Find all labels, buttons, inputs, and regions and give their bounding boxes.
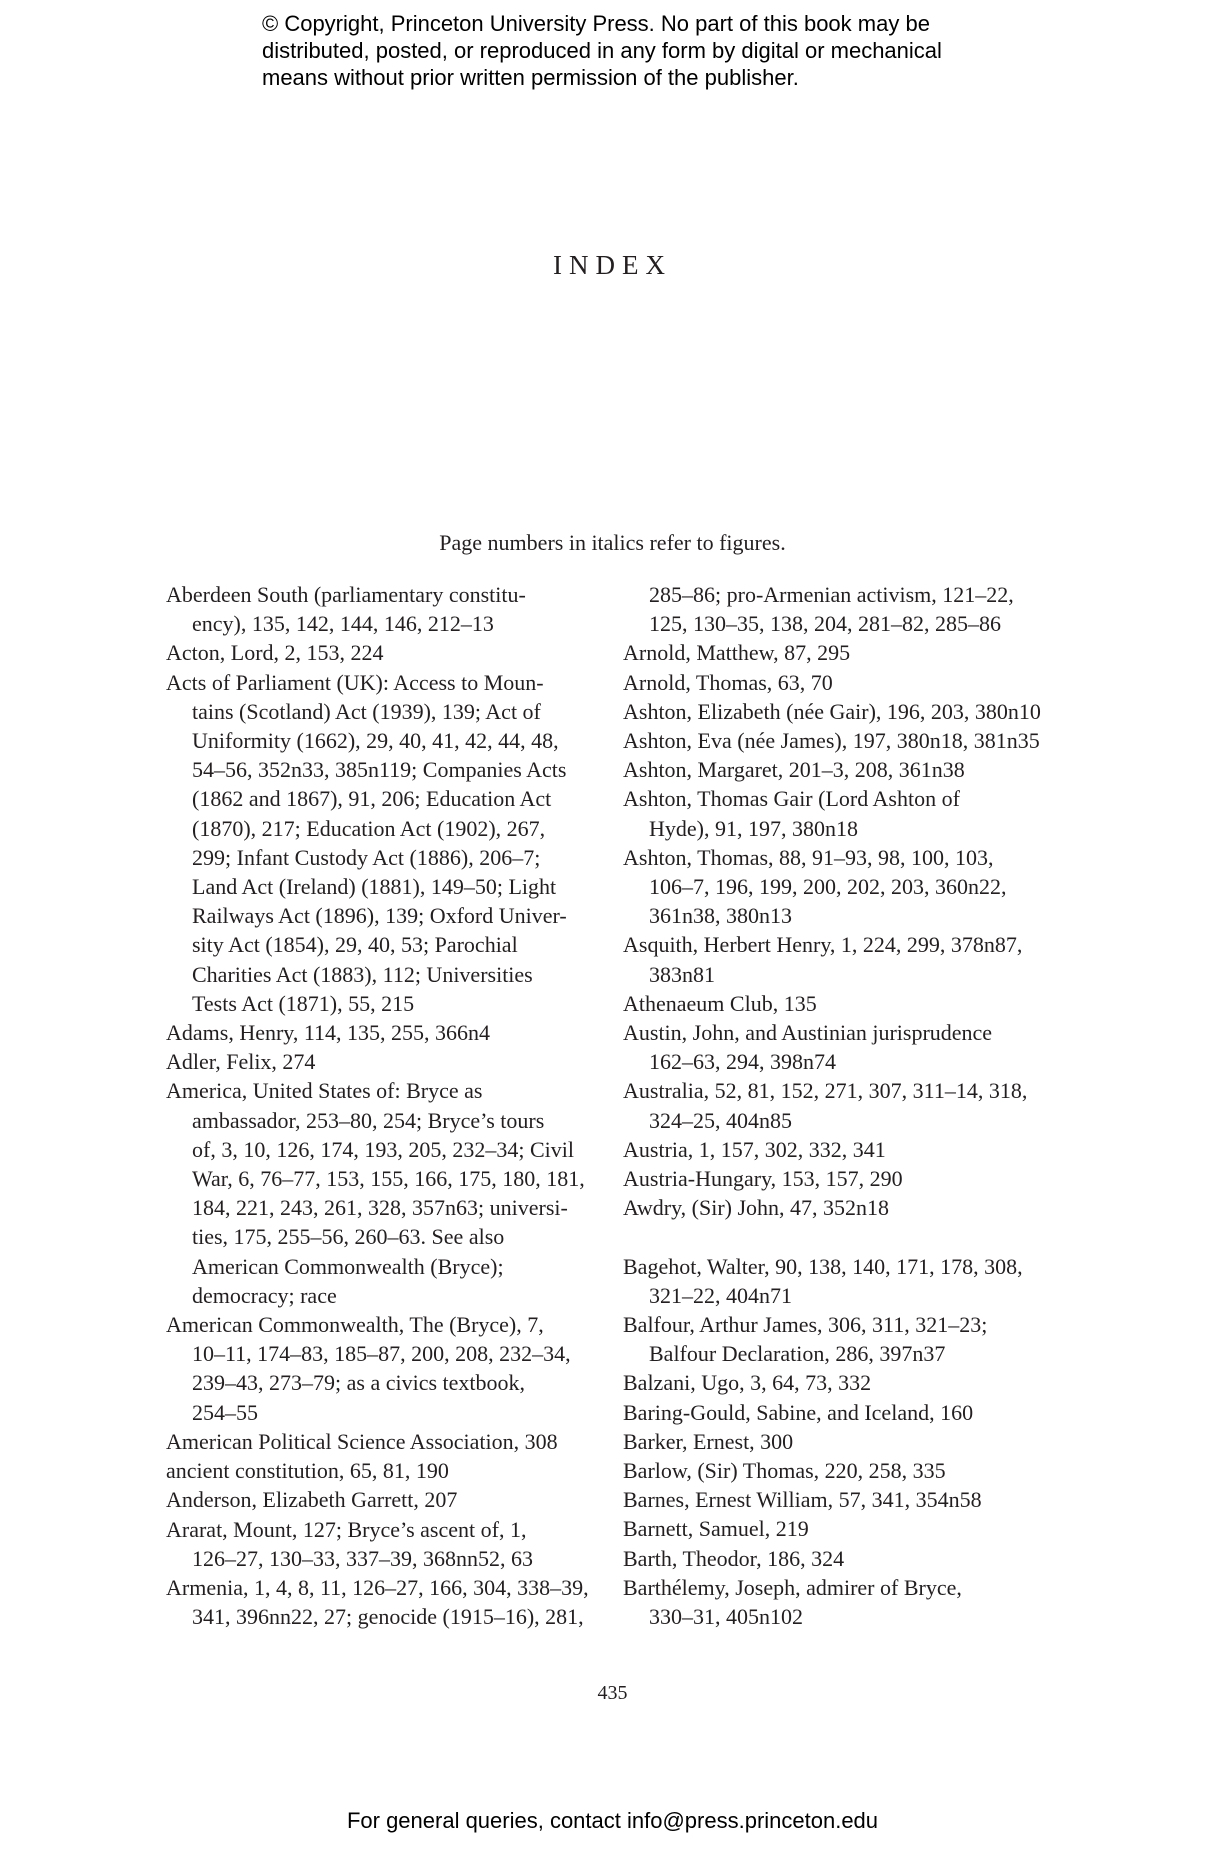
index-entry-line: Ashton, Margaret, 201–3, 208, 361n38 [623, 757, 965, 783]
index-entry-line: Barthélemy, Joseph, admirer of Bryce, [623, 1574, 962, 1600]
index-entry-line: Acton, Lord, 2, 153, 224 [166, 640, 384, 666]
index-entry-line: 299; Infant Custody Act (1886), 206–7; [192, 844, 541, 870]
index-entry-line: Adler, Felix, 274 [166, 1049, 316, 1075]
copyright-line: distributed, posted, or reproduced in any form by digital or mechanical [262, 38, 942, 63]
index-column-right [623, 580, 1063, 1631]
index-entry-line: Arnold, Matthew, 87, 295 [623, 640, 851, 666]
index-entry-line: Austria, 1, 157, 302, 332, 341 [623, 1136, 886, 1162]
index-entry-line: ambassador, 253–80, 254; Bryce’s tours [192, 1107, 545, 1133]
index-entry-line: Barth, Theodor, 186, 324 [623, 1545, 845, 1571]
index-column-left [166, 580, 589, 1631]
index-entry-line: 184, 221, 243, 261, 328, 357n63; universi- [192, 1195, 568, 1221]
index-entry-line: Acts of Parliament (UK): Access to Moun- [166, 669, 544, 695]
index-entry-line: Railways Act (1896), 139; Oxford Univer- [192, 903, 567, 929]
copyright-line: © Copyright, Princeton University Press. No part of this book may be [262, 11, 930, 36]
page-title: INDEX [553, 250, 672, 280]
index-entry-line: Anderson, Elizabeth Garrett, 207 [166, 1487, 458, 1513]
index-entry-line: Asquith, Herbert Henry, 1, 224, 299, 378n87, [623, 932, 1023, 958]
index-entry-line: 341, 396nn22, 27; genocide (1915–16), 281, [192, 1604, 584, 1630]
section-gap [623, 1222, 1063, 1251]
index-entry-line: (1862 and 1867), 91, 206; Education Act [192, 786, 552, 812]
index-entry-line: Balfour Declaration, 286, 397n37 [649, 1341, 946, 1367]
index-entry-line: of, 3, 10, 126, 174, 193, 205, 232–34; Civil [192, 1136, 574, 1162]
index-entry-line: Australia, 52, 81, 152, 271, 307, 311–14, 318, [623, 1078, 1028, 1104]
index-entry-line: tains (Scotland) Act (1939), 139; Act of [192, 698, 541, 724]
index-entry-line: ancient constitution, 65, 81, 190 [166, 1458, 449, 1484]
index-entry-line: Hyde), 91, 197, 380n18 [649, 815, 858, 841]
index-entry-line: Awdry, (Sir) John, 47, 352n18 [623, 1195, 890, 1221]
index-entry-line: Balzani, Ugo, 3, 64, 73, 332 [623, 1370, 872, 1396]
index-entry-line: Ashton, Eva (née James), 197, 380n18, 381n35 [623, 728, 1040, 754]
index-entry-line: democracy; race [192, 1282, 337, 1308]
index-entry-line: 321–22, 404n71 [649, 1282, 792, 1308]
index-entry-line: 54–56, 352n33, 385n119; Companies Acts [192, 757, 567, 783]
index-entry-line: 10–11, 174–83, 185–87, 200, 208, 232–34, [192, 1341, 571, 1367]
index-entry-line: America, United States of: Bryce as [166, 1078, 483, 1104]
index-entry-line: (1870), 217; Education Act (1902), 267, [192, 815, 546, 841]
index-entry-line: Ararat, Mount, 127; Bryce’s ascent of, 1, [166, 1516, 527, 1542]
index-entry-line: 254–55 [192, 1399, 258, 1425]
index-entry-line: 239–43, 273–79; as a civics textbook, [192, 1370, 526, 1396]
index-entry-line: 285–86; pro-Armenian activism, 121–22, [649, 582, 1014, 607]
index-entry-line: 106–7, 196, 199, 200, 202, 203, 360n22, [649, 874, 1007, 900]
footer-contact: For general queries, contact info@press.princeton.edu [346, 1808, 879, 1833]
index-entry-line: 126–27, 130–33, 337–39, 368nn52, 63 [192, 1545, 533, 1571]
index-entry-line: Barnes, Ernest William, 57, 341, 354n58 [623, 1487, 982, 1513]
index-entry-line: Barlow, (Sir) Thomas, 220, 258, 335 [623, 1458, 946, 1484]
index-entry-line: War, 6, 76–77, 153, 155, 166, 175, 180, 181, [192, 1166, 585, 1192]
copyright-line: means without prior written permission of the publisher. [262, 65, 799, 90]
index-entry-line: American Commonwealth, The (Bryce), 7, [166, 1312, 544, 1338]
index-entry-line: Arnold, Thomas, 63, 70 [623, 669, 833, 695]
index-entry-line: Ashton, Elizabeth (née Gair), 196, 203, 380n10 [623, 698, 1041, 724]
index-entry-line: Ashton, Thomas Gair (Lord Ashton of [623, 786, 960, 812]
index-entry-line: ency), 135, 142, 144, 146, 212–13 [192, 611, 494, 637]
index-entry-line: Austin, John, and Austinian jurisprudence [623, 1020, 993, 1046]
index-entry-line: 330–31, 405n102 [649, 1604, 803, 1630]
index-entry-line: Adams, Henry, 114, 135, 255, 366n4 [166, 1020, 491, 1046]
index-entry-line: Aberdeen South (parliamentary constitu- [166, 582, 526, 607]
index-entry-line: 324–25, 404n85 [649, 1107, 792, 1133]
index-entry-line: Land Act (Ireland) (1881), 149–50; Light [192, 874, 557, 900]
index-entry-line: Armenia, 1, 4, 8, 11, 126–27, 166, 304, 338–39, [166, 1574, 589, 1600]
index-entry-line: Uniformity (1662), 29, 40, 41, 42, 44, 48, [192, 728, 559, 754]
index-entry-line: American Political Science Association, 308 [166, 1428, 558, 1454]
index-entry-line: 125, 130–35, 138, 204, 281–82, 285–86 [649, 611, 1001, 637]
index-entry-line: 162–63, 294, 398n74 [649, 1049, 836, 1075]
italics-note: Page numbers in italics refer to figures. [439, 530, 786, 555]
index-entry-line: sity Act (1854), 29, 40, 53; Parochial [192, 932, 518, 958]
index-entry-line: Ashton, Thomas, 88, 91–93, 98, 100, 103, [623, 844, 994, 870]
index-entry-line: 383n81 [649, 961, 715, 987]
index-entry-line: Charities Act (1883), 112; Universities [192, 961, 533, 987]
index-entry-line: Barker, Ernest, 300 [623, 1428, 794, 1454]
index-entry-line: Bagehot, Walter, 90, 138, 140, 171, 178, 308, [623, 1253, 1023, 1279]
page-number: 435 [597, 1682, 628, 1704]
index-entry-line: Athenaeum Club, 135 [623, 990, 817, 1016]
index-entry-line: Baring-Gould, Sabine, and Iceland, 160 [623, 1399, 974, 1425]
index-entry-line: American Commonwealth (Bryce); [192, 1253, 504, 1279]
index-entry-line: Austria-Hungary, 153, 157, 290 [623, 1166, 903, 1192]
index-entry-line: Balfour, Arthur James, 306, 311, 321–23; [623, 1312, 988, 1338]
index-entry-line: Tests Act (1871), 55, 215 [192, 990, 415, 1016]
index-entry-line: 361n38, 380n13 [649, 903, 792, 929]
copyright-notice [262, 10, 1022, 91]
index-entry-line: ties, 175, 255–56, 260–63. See also [192, 1224, 505, 1250]
index-entry-line: Barnett, Samuel, 219 [623, 1516, 809, 1542]
